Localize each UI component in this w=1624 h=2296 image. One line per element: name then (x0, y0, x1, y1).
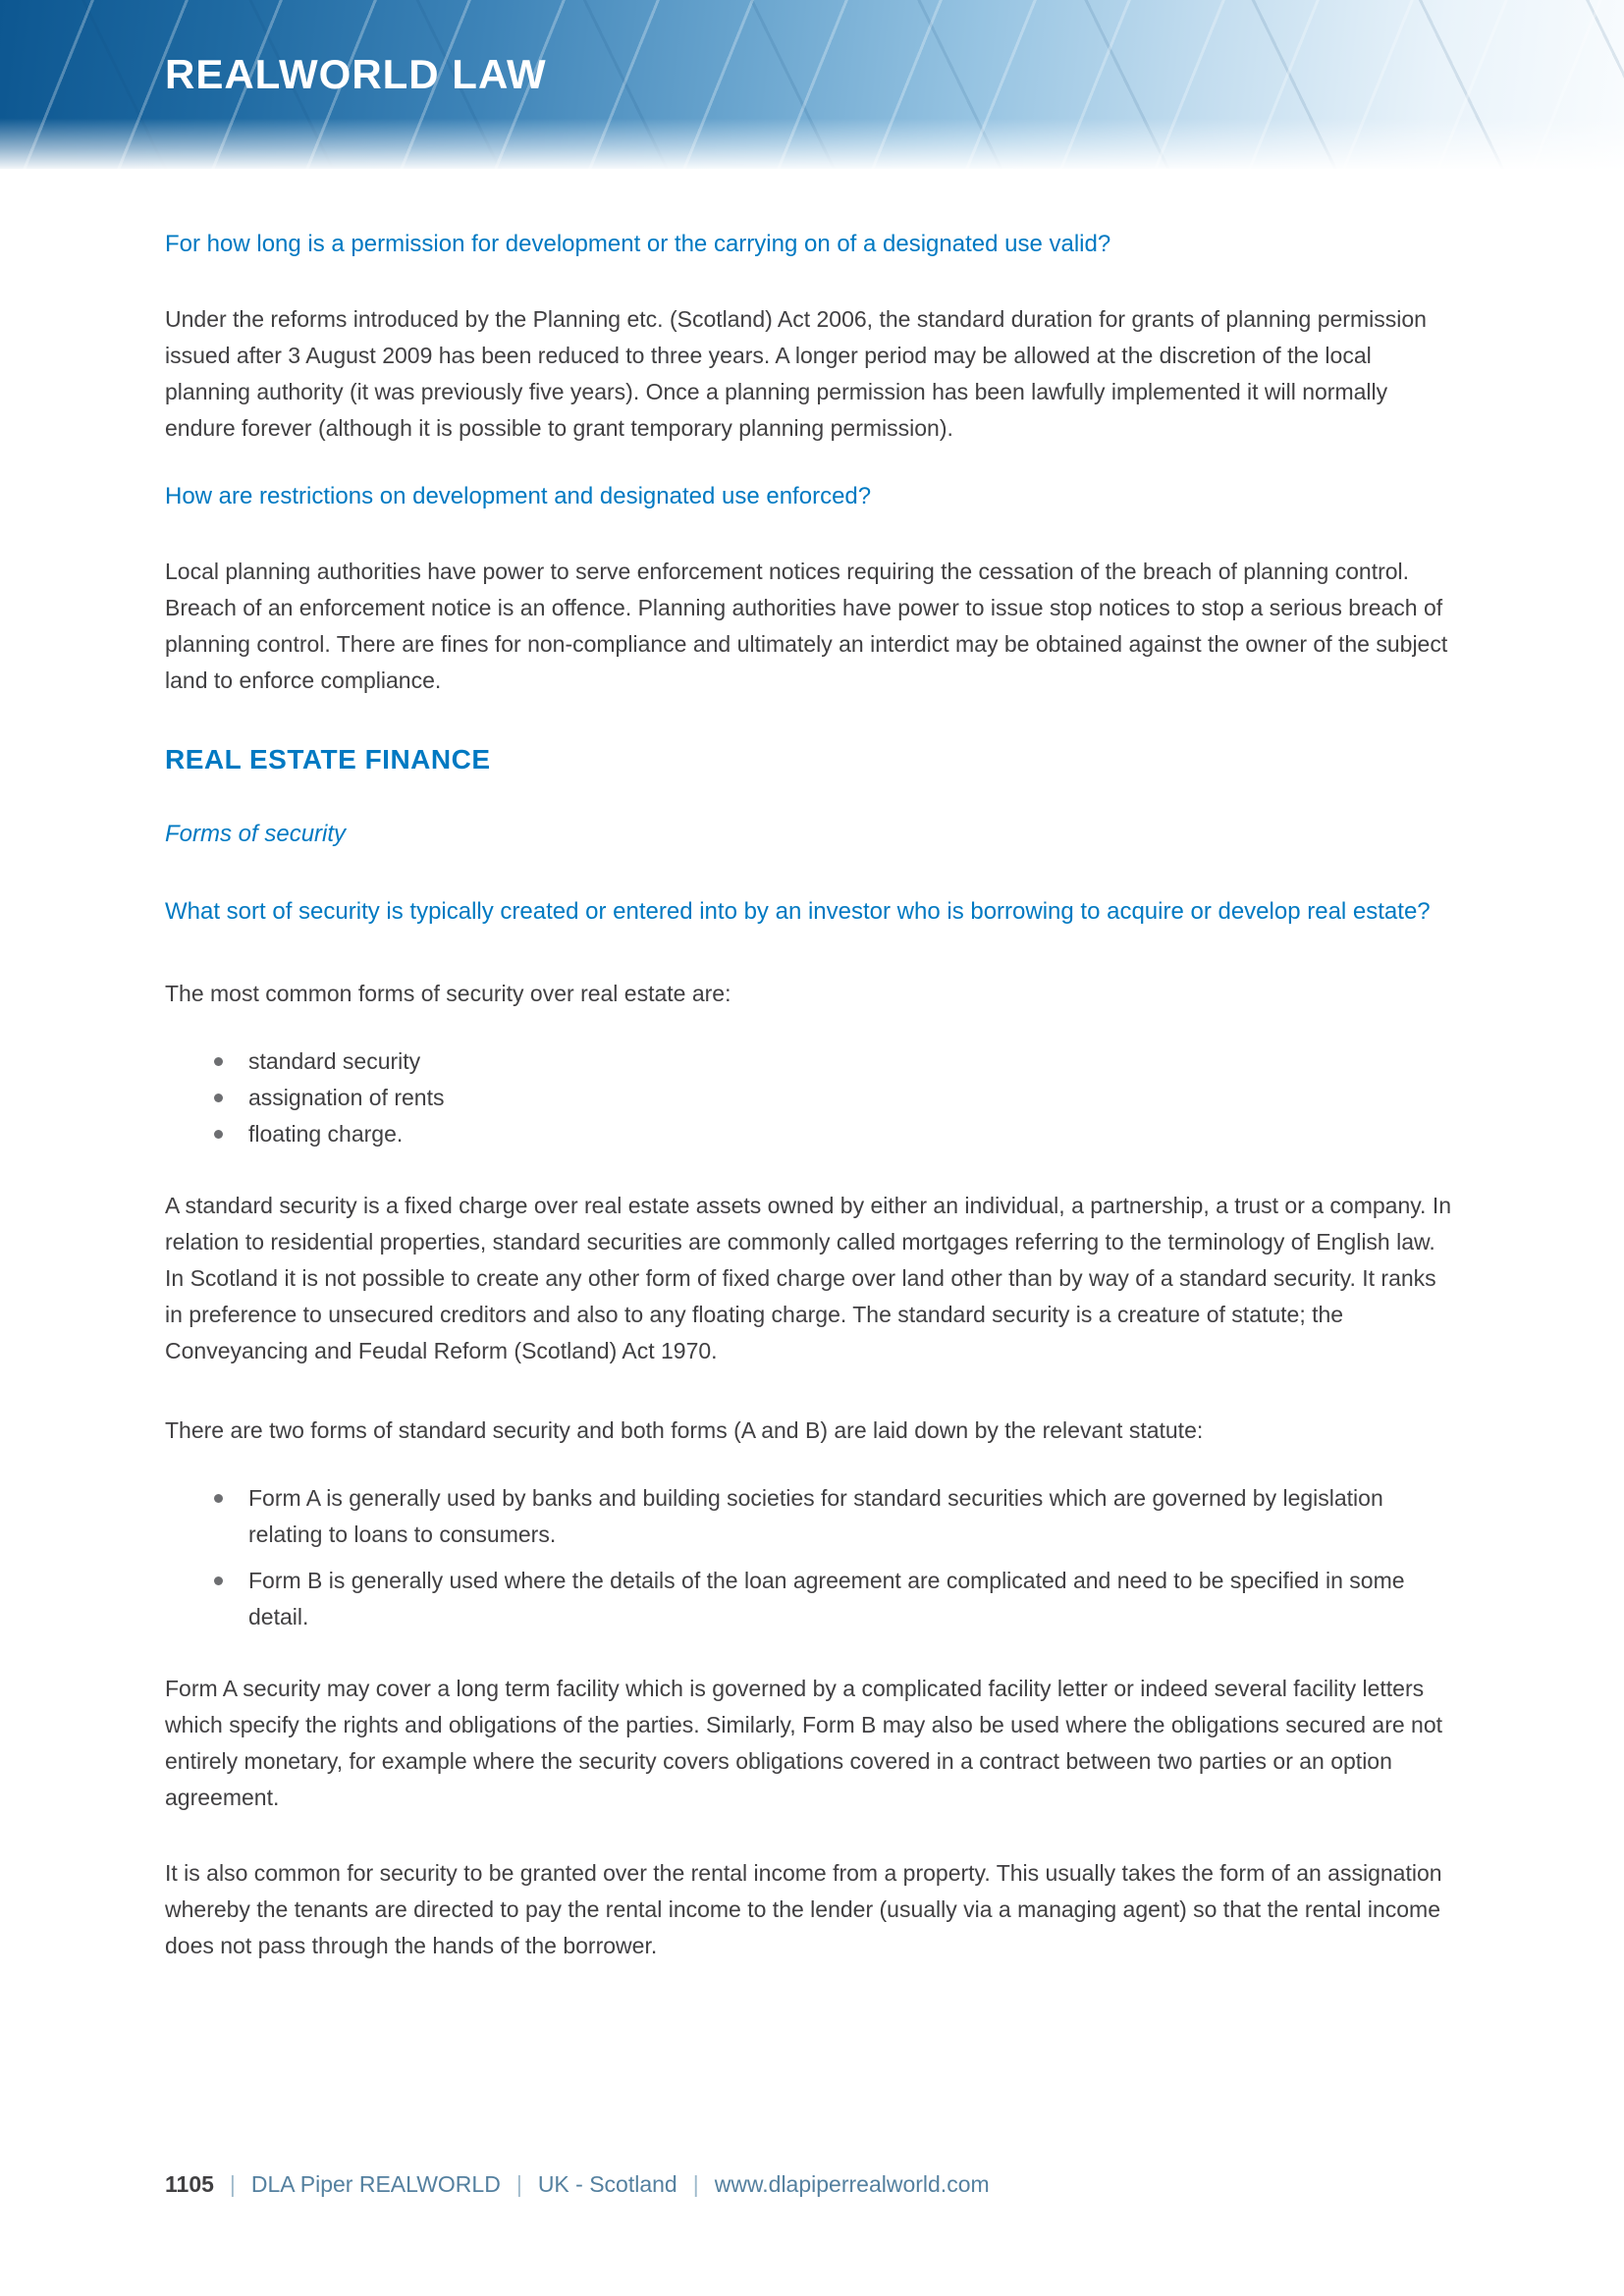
paragraph-form-a-cover: Form A security may cover a long term facility which is governed by a complicated facility letter or indeed several facility letters which specify the rights and obligations of the parties. Similarly, Form B may also be used where the obligations secured are not entirely monetary, for example where the security covers obligations covered in a contract between two parties or an option agreement. (165, 1676, 1443, 1811)
page-title: REALWORLD LAW (165, 51, 547, 97)
paragraph-permission-duration: Under the reforms introduced by the Planning etc. (Scotland) Act 2006, the standard duration for grants of planning permission issued after 3 August 2009 has been reduced to three years. A longer period may be allowed at the discretion of the local planning authority (it was previously five years). Once a planning permission has been lawfully implemented it will normally endure forever (although it is possible to grant temporary planning permission). (165, 305, 1427, 441)
paragraph-standard-security: A standard security is a fixed charge over real estate assets owned by either an individual, a partnership, a trust or a company. In relation to residential properties, standard securities are commonly called mortgages referring to the terminology of English law. In Scotland it is not possible to create any other form of fixed charge over land other than by way of a standard security. It ranks in preference to unsecured creditors and also to any floating charge. The standard security is a creature of statute; the Conveyancing and Feudal Reform (Scotland) Act 1970. (165, 1193, 1452, 1364)
header-banner (0, 0, 1624, 169)
paragraph-security-intro: The most common forms of security over real estate are: (165, 981, 731, 1007)
list-item-text: Form A is generally used by banks and building societies for standard securities which are governed by legislation relating to loans to consumers. (248, 1485, 1383, 1548)
bullet-icon (214, 1057, 223, 1066)
page-footer (165, 2171, 990, 2198)
list-item (214, 1080, 1459, 1116)
security-forms-list (165, 1043, 1459, 1152)
list-item (214, 1563, 1459, 1635)
document-body (0, 169, 1624, 1964)
footer-separator: | (692, 2171, 699, 2197)
list-item (214, 1116, 1459, 1152)
question-heading-permission-duration: For how long is a permission for development or the carrying on of a designated use valid? (165, 231, 1111, 257)
bullet-icon (214, 1576, 223, 1585)
paragraph-two-forms: There are two forms of standard security and both forms (A and B) are laid down by the relevant statute: (165, 1417, 1204, 1444)
question-heading-security-types: What sort of security is typically created or entered into by an investor who is borrowing to acquire or develop real estate? (165, 897, 1431, 925)
list-item-text: floating charge. (248, 1121, 404, 1148)
footer-brand: DLA Piper REALWORLD (250, 2171, 501, 2197)
bullet-icon (214, 1094, 223, 1102)
bullet-icon (214, 1130, 223, 1139)
list-item-text: assignation of rents (248, 1085, 445, 1111)
paragraph-rental-income: It is also common for security to be granted over the rental income from a property. This usually takes the form of an assignation whereby the tenants are directed to pay the rental income to the lender (usually via a managing agent) so that the rental income does not pass through the hands of the borrower. (165, 1860, 1442, 1959)
list-item-text: Form B is generally used where the details of the loan agreement are complicated and need to be specified in some detail. (248, 1568, 1405, 1630)
section-title-real-estate-finance: REAL ESTATE FINANCE (165, 743, 491, 774)
subheading-forms-of-security: Forms of security (165, 820, 347, 847)
question-heading-restrictions-enforced: How are restrictions on development and designated use enforced? (165, 482, 872, 509)
paragraph-restrictions-enforced: Local planning authorities have power to serve enforcement notices requiring the cessation of the breach of planning control. Breach of an enforcement notice is an offence. Planning authorities have power to issue stop notices to stop a serious breach of planning control. There are fines for non-compliance and ultimately an interdict may be obtained against the owner of the subject land to enforce compliance. (165, 558, 1448, 693)
footer-separator: | (515, 2171, 522, 2197)
list-item-text: standard security (248, 1048, 421, 1075)
bullet-icon (214, 1494, 223, 1503)
footer-website-link[interactable]: www.dlapiperrealworld.com (714, 2171, 990, 2197)
page-number: 1105 (165, 2171, 214, 2197)
standard-security-forms-list (165, 1480, 1459, 1635)
list-item (214, 1043, 1459, 1080)
footer-region: UK - Scotland (537, 2171, 677, 2197)
footer-separator: | (229, 2171, 236, 2197)
list-item (214, 1480, 1459, 1553)
